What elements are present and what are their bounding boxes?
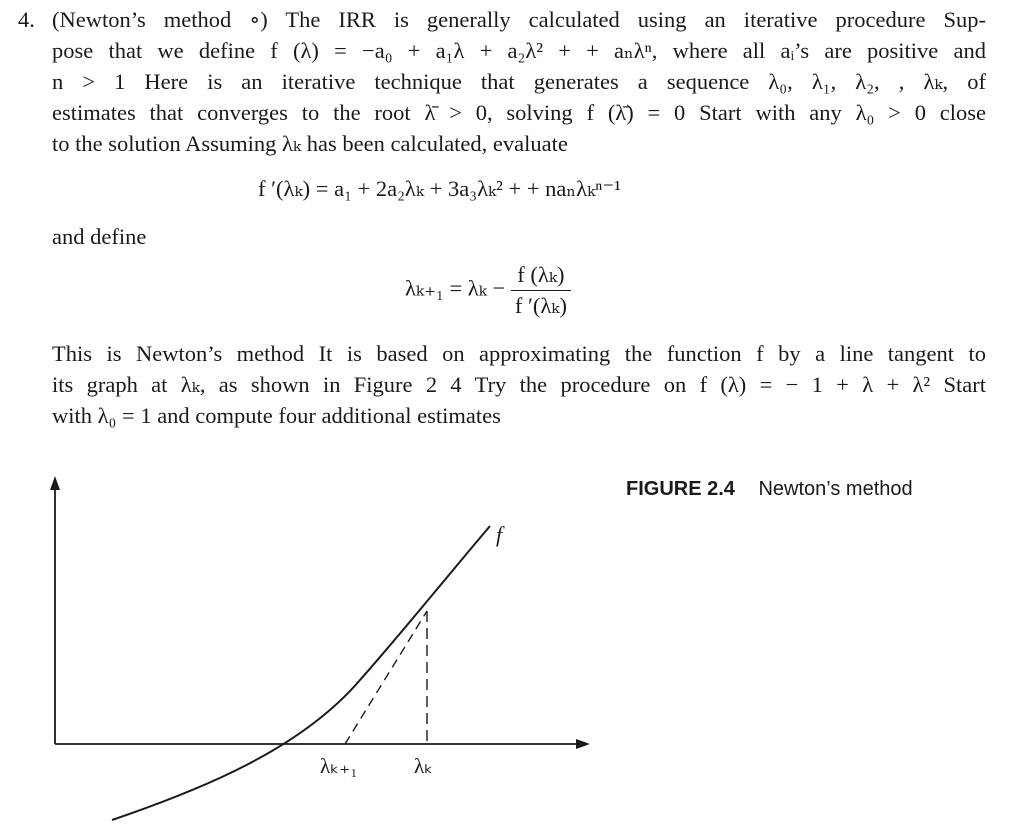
tangent-line — [345, 611, 427, 744]
lambda-k-label: λₖ — [414, 754, 434, 778]
problem-number: 4. — [18, 7, 35, 32]
curve-label-f: f — [496, 522, 503, 547]
figure-number: FIGURE 2.4 — [626, 478, 735, 500]
newton-method-figure — [0, 470, 620, 834]
derivative-equation: f ′(λₖ) = a₁ + 2a₂λₖ + 3a₃λₖ² + + naₙλₖⁿ⁻¹ — [258, 176, 621, 201]
explanation-line-2: its graph at λₖ, as shown in Figure 2 4 Try the procedure on f (λ) = − 1 + λ + λ² Start — [52, 372, 986, 397]
newton-denominator: f ′(λₖ) — [514, 293, 567, 318]
figure-title: Newton’s method — [758, 478, 913, 500]
newton-fraction — [511, 260, 571, 321]
x-axis-arrow — [576, 739, 590, 749]
function-curve — [112, 526, 490, 820]
explanation-line-1: This is Newton’s method It is based on approximating the function f by a line tangent to — [52, 341, 986, 366]
explanation-paragraph — [52, 338, 986, 431]
lambda-k-plus-1-label: λₖ₊₁ — [320, 754, 358, 778]
and-define-text: and define — [52, 224, 147, 249]
explanation-line-3: with λ₀ = 1 and compute four additional estimates — [52, 403, 501, 428]
y-axis-arrow — [50, 476, 60, 490]
newton-numerator: f (λₖ) — [511, 260, 571, 291]
problem-line-1: (Newton’s method ∘) The IRR is generally calculated using an iterative procedure Sup- — [52, 7, 986, 32]
problem-line-4: estimates that converges to the root λ̄ > 0, solving f (λ̄) = 0 Start with any λ₀ > 0 close — [52, 100, 986, 125]
problem-line-2: pose that we define f (λ) = −a₀ + a₁λ + a₂λ² + + aₙλⁿ, where all aᵢ’s are positive and — [52, 38, 986, 63]
problem-line-3: n > 1 Here is an iterative technique that generates a sequence λ₀, λ₁, λ₂, , λₖ, of — [52, 69, 986, 94]
problem-paragraph — [52, 4, 986, 159]
newton-lhs: λₖ₊₁ = λₖ − — [405, 275, 506, 301]
figure-caption — [626, 478, 913, 501]
newton-update-equation — [405, 260, 571, 330]
problem-line-5: to the solution Assuming λₖ has been calculated, evaluate — [52, 131, 568, 156]
